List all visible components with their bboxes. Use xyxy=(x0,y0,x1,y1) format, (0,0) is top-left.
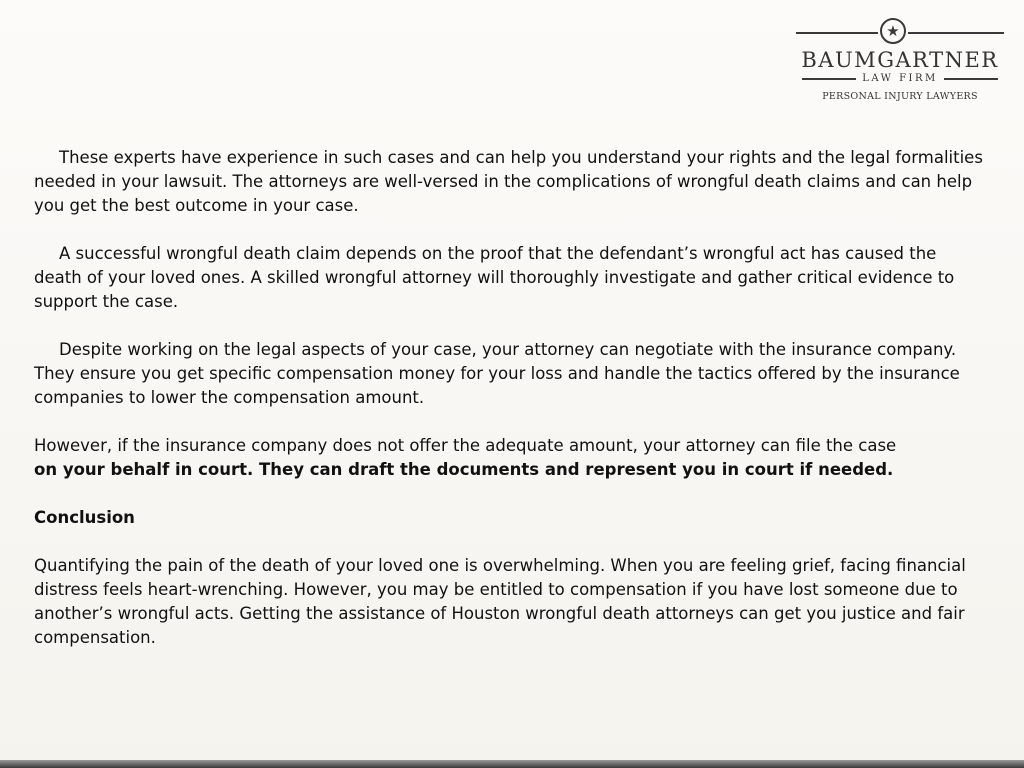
logo-rule-left xyxy=(802,78,856,80)
paragraph-successful-claim: A successful wrongful death claim depends on the proof that the defendant’s wrongful act has caused the death of your loved ones. A skilled wrongful attorney will thoroughly investigate and gather critical evidence to support the case. xyxy=(34,244,955,311)
paragraph-conclusion: Quantifying the pain of the death of your loved one is overwhelming. When you are feeling grief, facing financial distress feels heart-wrenching. However, you may be entitled to compensation if you have lost someone due to another’s wrongful acts. Getting the assistance of Houston wrongful death attorneys can get you justice and fair compensation. xyxy=(34,556,966,647)
paragraph-court-bold-text: on your behalf in court. They can draft the documents and represent you in court if needed. xyxy=(34,460,894,479)
logo-firm-label: LAW FIRM xyxy=(862,73,938,84)
logo-rule-right xyxy=(944,78,998,80)
logo-tagline: PERSONAL INJURY LAWYERS xyxy=(822,91,978,102)
logo-divider-right xyxy=(908,32,1004,34)
logo-divider-left xyxy=(796,32,878,34)
star-icon: ★ xyxy=(880,18,906,44)
paragraph-court xyxy=(34,434,984,482)
paragraph-court-text: However, if the insurance company does not offer the adequate amount, your attorney can file the case xyxy=(34,436,897,455)
paragraph-negotiation: Despite working on the legal aspects of your case, your attorney can negotiate with the insurance company. They ensure you get specific compensation money for your loss and handle the tactics offered by the insurance companies to lower the compensation amount. xyxy=(34,340,960,407)
logo-firm-name: BAUMGARTNER xyxy=(801,48,999,72)
conclusion-heading: Conclusion xyxy=(34,508,135,527)
law-firm-logo xyxy=(792,16,1008,108)
body-text xyxy=(34,146,984,674)
bottom-border-bar xyxy=(0,760,1024,768)
logo-firm-row xyxy=(792,74,1008,84)
paragraph-experts: These experts have experience in such cases and can help you understand your rights and the legal formalities needed in your lawsuit. The attorneys are well-versed in the complications of wrongful death claims and can help you get the best outcome in your case. xyxy=(34,148,983,215)
